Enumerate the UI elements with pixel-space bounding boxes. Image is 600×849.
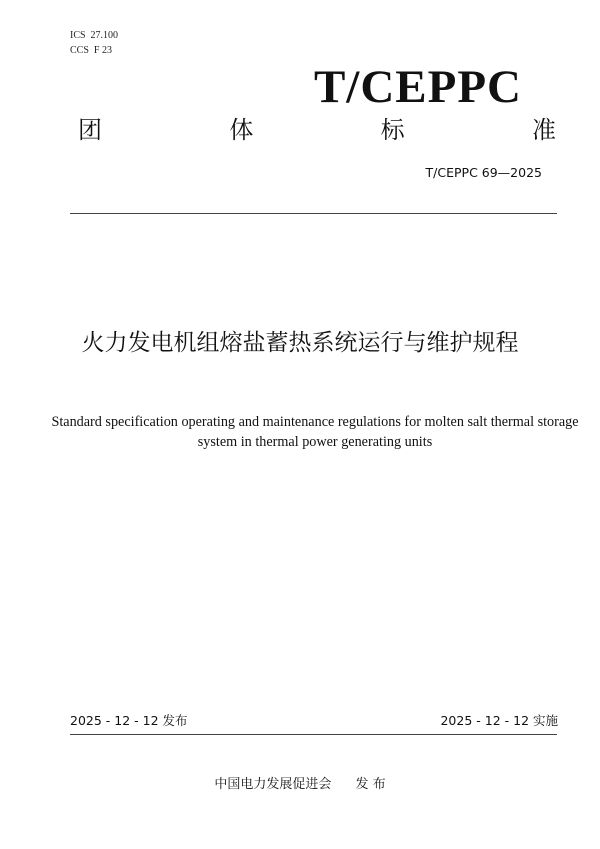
- standard-type-char: 团: [78, 116, 102, 144]
- title-chinese: 火力发电机组熔盐蓄热系统运行与维护规程: [81, 330, 519, 356]
- publisher-line: [0, 776, 600, 794]
- ics-code: ICS 27.100: [70, 30, 119, 41]
- standard-type-heading: [78, 115, 556, 145]
- publish-action: 发 布: [355, 777, 386, 792]
- top-divider: [70, 213, 557, 214]
- standard-type-char: 体: [229, 116, 254, 144]
- issue-date: 2025 - 12 - 12 发布: [70, 713, 188, 728]
- standard-type-char: 标: [380, 116, 405, 144]
- ccs-code: CCS F 23: [70, 45, 112, 56]
- publisher-name: 中国电力发展促进会: [214, 777, 332, 792]
- title-english: Standard specification operating and maintenance regulations for molten salt thermal storage system in thermal power generating units: [51, 414, 579, 450]
- standard-number: T/CEPPC 69—2025: [425, 165, 542, 180]
- standard-type-char: 准: [531, 116, 556, 144]
- implementation-date: 2025 - 12 - 12 实施: [440, 713, 558, 728]
- bottom-divider: [70, 734, 557, 735]
- standard-logo: T/CEPPC: [313, 61, 522, 113]
